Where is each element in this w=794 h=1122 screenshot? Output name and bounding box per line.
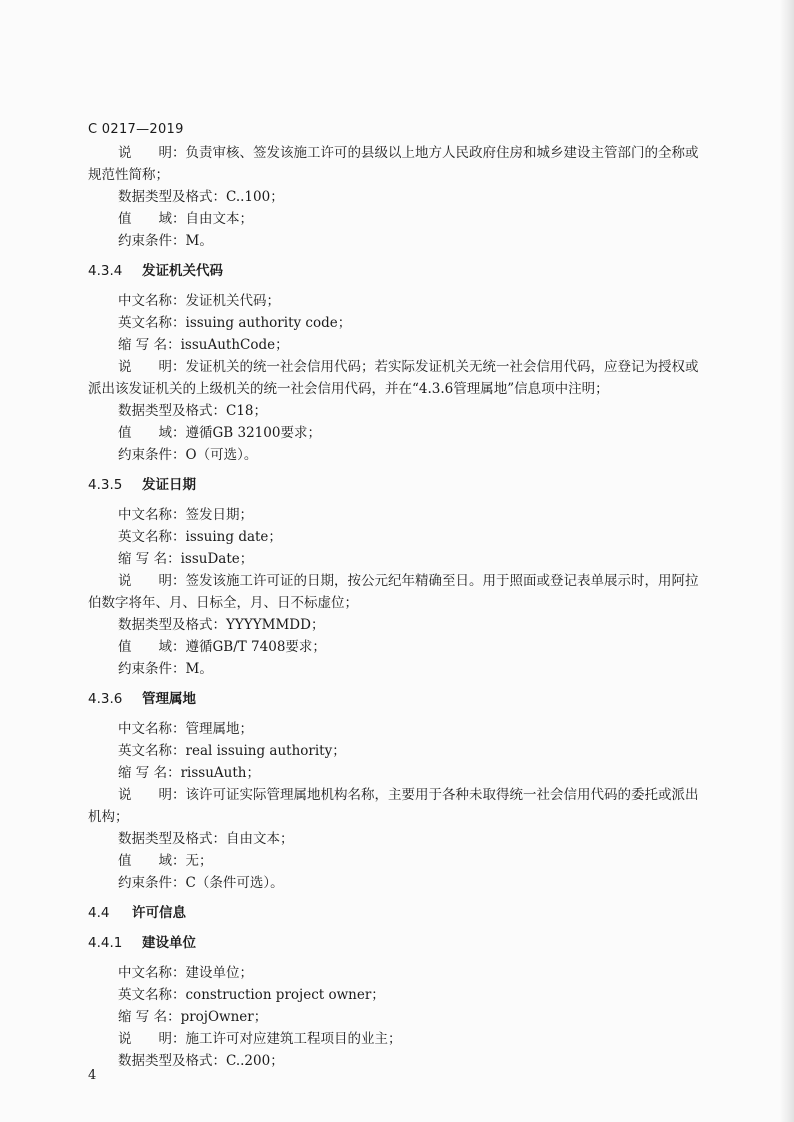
s433-constraint: 约束条件：M。	[118, 233, 213, 249]
s441-abbr: 缩 写 名：projOwner；	[118, 1009, 268, 1025]
s436-en-name: 英文名称：real issuing authority；	[118, 743, 346, 759]
s436-desc-line-1: 说 明：该许可证实际管理属地机构名称，主要用于各种未取得统一社会信用代码的委托或派出	[118, 787, 699, 803]
section-number: 4.3.4	[88, 263, 123, 279]
section-title: 许可信息	[132, 905, 186, 921]
s434-desc-line-2: 派出该发证机关的上级机关的统一社会信用代码，并在“4.3.6管理属地”信息项中注明；	[88, 381, 609, 397]
section-title: 建设单位	[142, 935, 196, 951]
s435-abbr: 缩 写 名：issuDate；	[118, 551, 254, 567]
section-title: 发证日期	[142, 477, 196, 493]
s434-constraint: 约束条件：O（可选）。	[118, 447, 258, 463]
document-code: C 0217—2019	[88, 122, 184, 137]
section-title: 管理属地	[142, 691, 196, 707]
s441-cn-name: 中文名称：建设单位；	[118, 965, 253, 981]
s435-datatype: 数据类型及格式：YYYYMMDD；	[118, 617, 325, 633]
s436-desc-line-2: 机构；	[88, 809, 129, 825]
section-heading-4-3-4	[88, 262, 223, 280]
s435-desc-line-2: 伯数字将年、月、日标全，月、日不标虚位；	[88, 595, 358, 611]
s435-desc-line-1: 说 明：签发该施工许可证的日期，按公元纪年精确至日。用于照面或登记表单展示时，用阿拉	[118, 573, 699, 589]
section-heading-4-4	[88, 904, 186, 922]
section-heading-4-4-1	[88, 934, 196, 952]
s433-desc-line-1: 说 明：负责审核、签发该施工许可的县级以上地方人民政府住房和城乡建设主管部门的全称或	[118, 145, 699, 161]
s436-abbr: 缩 写 名：rissuAuth；	[118, 765, 260, 781]
s436-datatype: 数据类型及格式：自由文本；	[118, 831, 294, 847]
s435-domain: 值 域：遵循GB/T 7408要求；	[118, 639, 326, 655]
s436-constraint: 约束条件：C（条件可选）。	[118, 875, 284, 891]
page-edge-shadow	[780, 0, 794, 1122]
s434-desc-line-1: 说 明：发证机关的统一社会信用代码；若实际发证机关无统一社会信用代码，应登记为授权或	[118, 359, 699, 375]
s434-cn-name: 中文名称：发证机关代码；	[118, 293, 280, 309]
page-number: 4	[88, 1068, 97, 1083]
s441-en-name: 英文名称：construction project owner；	[118, 987, 385, 1003]
s433-datatype: 数据类型及格式：C..100；	[118, 189, 284, 205]
section-heading-4-3-5	[88, 476, 196, 494]
s436-domain: 值 域：无；	[118, 853, 213, 869]
section-title: 发证机关代码	[142, 263, 223, 279]
s435-constraint: 约束条件：M。	[118, 661, 213, 677]
s436-cn-name: 中文名称：管理属地；	[118, 721, 253, 737]
section-number: 4.3.5	[88, 477, 123, 493]
s434-domain: 值 域：遵循GB 32100要求；	[118, 425, 321, 441]
s434-datatype: 数据类型及格式：C18；	[118, 403, 268, 419]
s433-desc-line-2: 规范性简称；	[88, 167, 169, 183]
s435-cn-name: 中文名称：签发日期；	[118, 507, 253, 523]
s441-datatype: 数据类型及格式：C..200；	[118, 1053, 284, 1069]
section-heading-4-3-6	[88, 690, 196, 708]
s434-abbr: 缩 写 名：issuAuthCode；	[118, 337, 289, 353]
section-number: 4.4.1	[88, 935, 123, 951]
s441-desc-line-1: 说 明：施工许可对应建筑工程项目的业主；	[118, 1031, 402, 1047]
section-number: 4.3.6	[88, 691, 123, 707]
s434-en-name: 英文名称：issuing authority code；	[118, 315, 352, 331]
s435-en-name: 英文名称：issuing date；	[118, 529, 282, 545]
section-number: 4.4	[88, 905, 110, 921]
s433-domain: 值 域：自由文本；	[118, 211, 253, 227]
